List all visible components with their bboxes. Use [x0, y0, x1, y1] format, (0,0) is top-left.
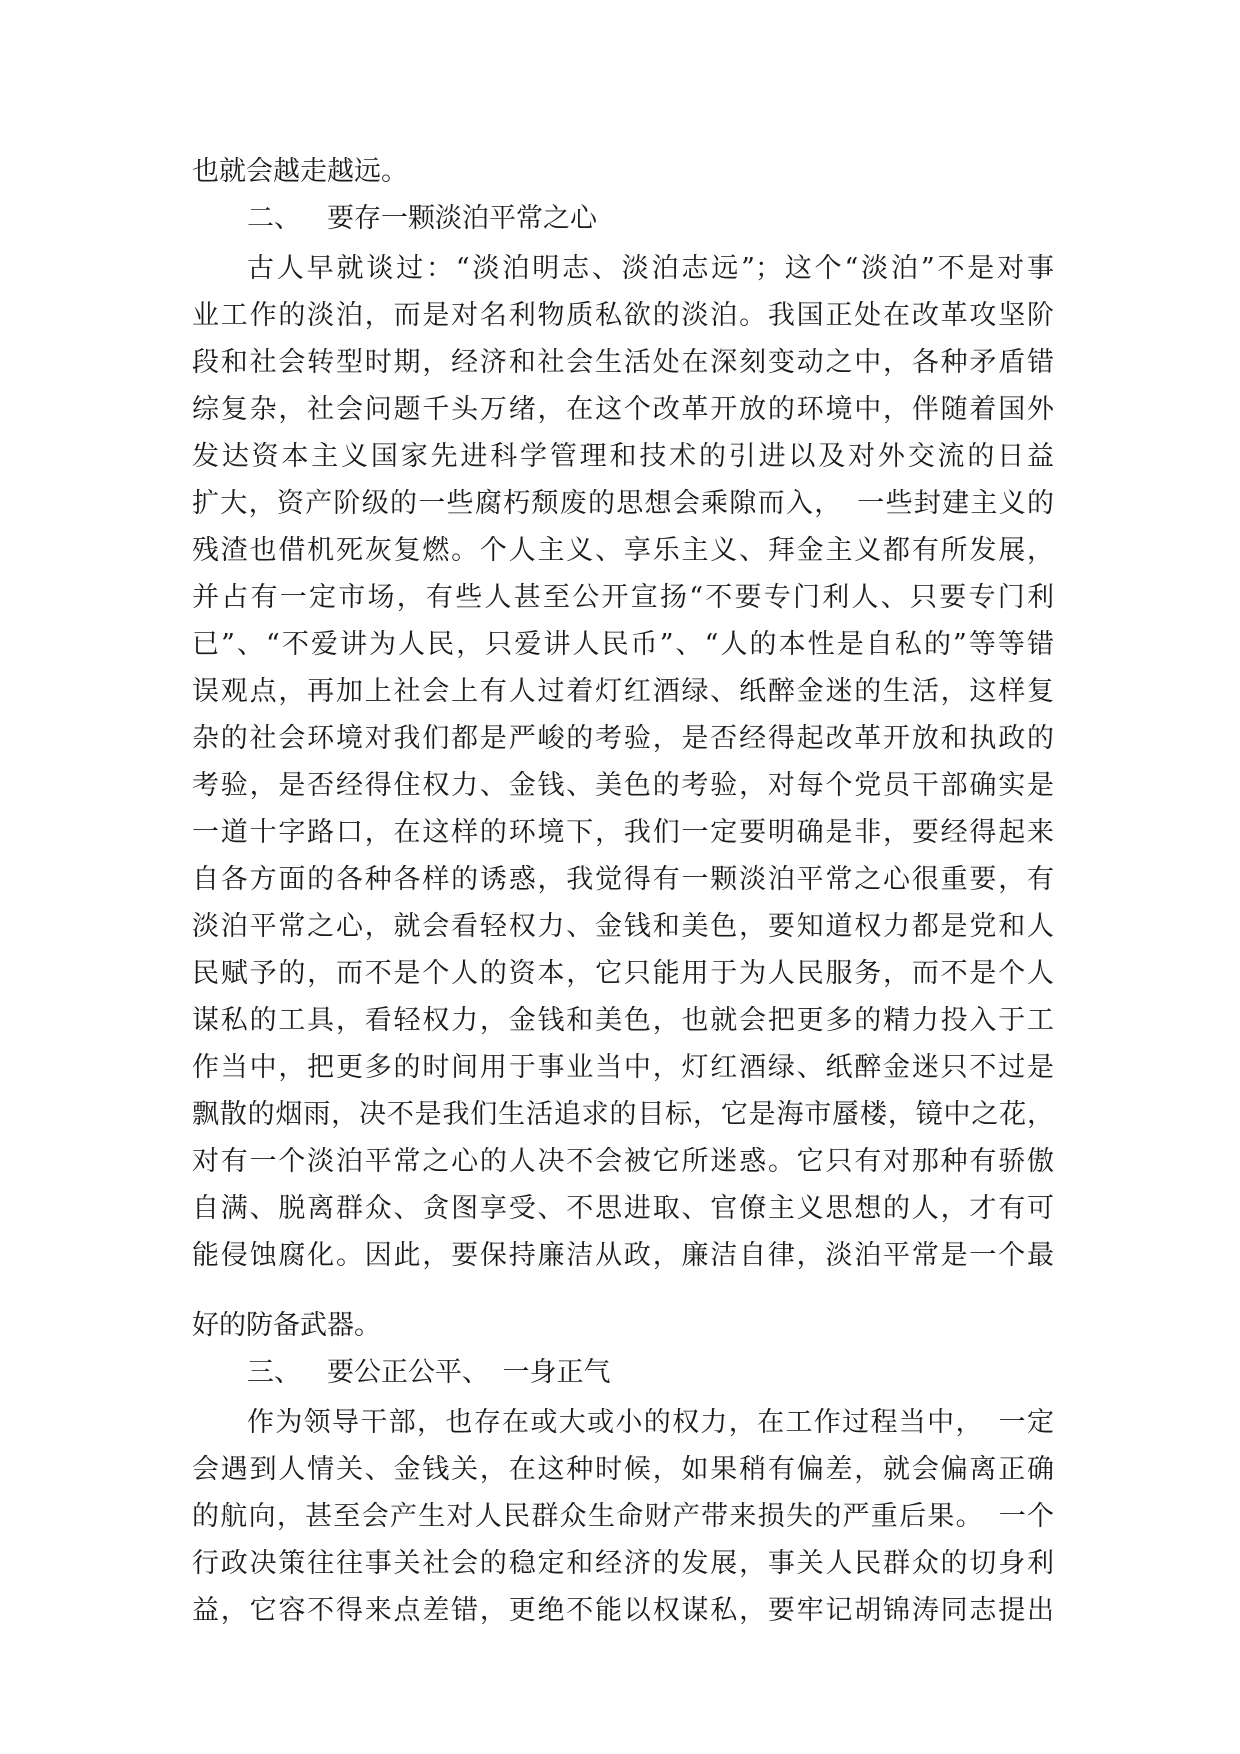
paragraph-line: 的航向，甚至会产生对人民群众生命财产带来损失的严重后果。 一个 — [192, 1501, 1054, 1532]
paragraph-line: 杂的社会环境对我们都是严峻的考验，是否经得起改革开放和执政的 — [192, 723, 1054, 754]
paragraph-line: 误观点，再加上社会上有人过着灯红酒绿、纸醉金迷的生活，这样复 — [192, 676, 1054, 707]
paragraph-line: 一道十字路口，在这样的环境下，我们一定要明确是非，要经得起来 — [192, 817, 1054, 848]
paragraph-line: 作当中，把更多的时间用于事业当中，灯红酒绿、纸醉金迷只不过是 — [192, 1052, 1054, 1083]
paragraph-line: 残渣也借机死灰复燃。个人主义、享乐主义、拜金主义都有所发展， — [192, 535, 1054, 566]
section-title: 要公正公平、 一身正气 — [327, 1357, 611, 1388]
paragraph-line: 段和社会转型时期，经济和社会生活处在深刻变动之中，各种矛盾错 — [192, 347, 1054, 378]
paragraph-line: 也就会越走越远。 — [192, 156, 408, 187]
paragraph-line: 飘散的烟雨，决不是我们生活追求的目标，它是海市蜃楼，镜中之花， — [192, 1099, 1054, 1130]
paragraph-line: 能侵蚀腐化。因此，要保持廉洁从政，廉洁自律，淡泊平常是一个最 — [192, 1240, 1054, 1271]
paragraph-line: 会遇到人情关、金钱关，在这种时候，如果稍有偏差，就会偏离正确 — [192, 1454, 1054, 1485]
paragraph-line: 自满、脱离群众、贪图享受、不思进取、官僚主义思想的人，才有可 — [192, 1193, 1054, 1224]
paragraph-line: 考验，是否经得住权力、金钱、美色的考验，对每个党员干部确实是 — [192, 770, 1054, 801]
paragraph-line: 自各方面的各种各样的诱惑，我觉得有一颗淡泊平常之心很重要，有 — [192, 864, 1054, 895]
paragraph-line: 已”、“不爱讲为人民，只爱讲人民币”、“人的本性是自私的”等等错 — [192, 629, 1054, 660]
paragraph-line: 古人早就谈过：“淡泊明志、淡泊志远”；这个“淡泊”不是对事 — [247, 253, 1054, 284]
section-number: 二、 — [247, 203, 301, 234]
paragraph-line: 发达资本主义国家先进科学管理和技术的引进以及对外交流的日益 — [192, 441, 1054, 472]
section-number: 三、 — [247, 1357, 301, 1388]
section-title: 要存一颗淡泊平常之心 — [327, 203, 597, 234]
section-heading-2 — [247, 201, 597, 241]
paragraph-line: 民赋予的，而不是个人的资本，它只能用于为人民服务，而不是个人 — [192, 958, 1054, 989]
paragraph-line: 好的防备武器。 — [192, 1310, 381, 1341]
paragraph-line: 益，它容不得来点差错，更绝不能以权谋私，要牢记胡锦涛同志提出 — [192, 1595, 1054, 1626]
section-heading-3 — [247, 1355, 611, 1395]
paragraph-line: 作为领导干部，也存在或大或小的权力，在工作过程当中， 一定 — [247, 1407, 1054, 1438]
paragraph-line: 扩大，资产阶级的一些腐朽颓废的思想会乘隙而入， 一些封建主义的 — [192, 488, 1054, 519]
paragraph-line: 谋私的工具，看轻权力，金钱和美色，也就会把更多的精力投入于工 — [192, 1005, 1054, 1036]
paragraph-line: 综复杂，社会问题千头万绪，在这个改革开放的环境中，伴随着国外 — [192, 394, 1054, 425]
paragraph-line: 行政决策往往事关社会的稳定和经济的发展，事关人民群众的切身利 — [192, 1548, 1054, 1579]
paragraph-line: 并占有一定市场，有些人甚至公开宣扬“不要专门利人、只要专门利 — [192, 582, 1054, 613]
paragraph-line: 业工作的淡泊，而是对名利物质私欲的淡泊。我国正处在改革攻坚阶 — [192, 300, 1054, 331]
paragraph-line: 淡泊平常之心，就会看轻权力、金钱和美色，要知道权力都是党和人 — [192, 911, 1054, 942]
paragraph-line: 对有一个淡泊平常之心的人决不会被它所迷惑。它只有对那种有骄傲 — [192, 1146, 1054, 1177]
